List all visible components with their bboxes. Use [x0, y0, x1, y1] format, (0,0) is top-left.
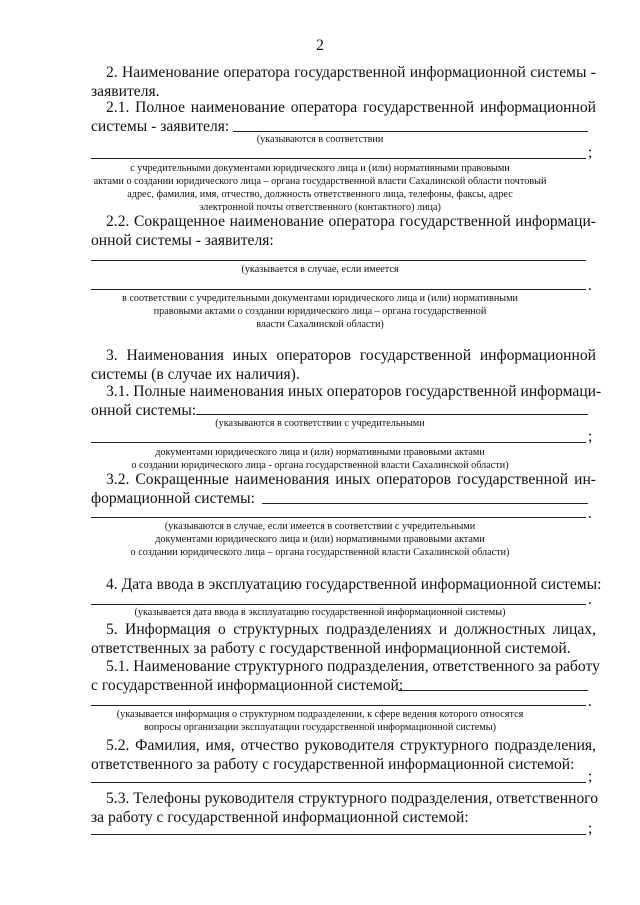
field-line-2-2b[interactable]: [91, 289, 586, 290]
note-2-2b-line3: власти Сахалинской области): [256, 319, 384, 330]
note-3-2-line1: (указываются в случае, если имеется в соответствии с учредительными: [164, 521, 476, 532]
period: .: [588, 693, 592, 710]
section-2-title-line2: заявителя.: [91, 83, 160, 100]
field-line-4[interactable]: [91, 604, 586, 605]
note-5-1-line1: (указывается информация о структурном подразделении, к сфере ведения которого относятся: [116, 709, 524, 720]
note-2-2a: (указывается в случае, если имеется: [241, 264, 399, 275]
section-2-title-line1: 2. Наименование оператора государственной информационной системы -: [106, 64, 596, 81]
note-3-2-line2: документами юридического лица и (или) нормативными правовыми актами: [155, 534, 485, 545]
section-3-1-line1: 3.1. Полные наименования иных операторов государственной информаци-: [106, 383, 602, 400]
section-2-1-line2: системы - заявителя:: [91, 118, 230, 135]
semicolon: ;: [588, 428, 593, 445]
note-3-1b-line2: о создании юридического лица - органа государственной власти Сахалинской области): [131, 460, 509, 471]
note-2-1a: (указываются в соответствии: [256, 134, 384, 145]
section-5-2-line2: ответственного за работу с государственной информационной системой:: [91, 756, 575, 773]
section-5-3-line1: 5.3. Телефоны руководителя структурного подразделения, ответственного: [106, 790, 599, 807]
note-2-1b-line1: с учредительными документами юридического лица и (или) нормативными правовыми: [130, 163, 510, 174]
section-2-2-line1: 2.2. Сокращенное наименование оператора государственной информаци-: [106, 213, 596, 230]
section-3-title-line2: системы (в случае их наличия).: [91, 366, 300, 383]
field-line-3-1b[interactable]: [91, 442, 586, 443]
section-5-title-line2: ответственных за работу с государственной информационной системой.: [91, 640, 571, 657]
note-2-1b-line4: электронной почты ответственного (контактного) лица): [199, 202, 441, 213]
field-line-2-1a[interactable]: [233, 131, 588, 132]
page-number: 2: [316, 37, 324, 54]
field-line-3-1a[interactable]: [196, 414, 588, 415]
field-line-5-1a[interactable]: [398, 690, 588, 691]
note-2-2b-line2: правовыми актами о создании юридического лица – органа государственной: [153, 306, 487, 317]
note-3-2-line3: о создании юридического лица – органа государственной власти Сахалинской области): [130, 547, 510, 558]
section-5-2-line1: 5.2. Фамилия, имя, отчество руководителя структурного подразделения,: [106, 737, 596, 754]
semicolon: ;: [588, 768, 593, 785]
semicolon: ;: [588, 820, 593, 837]
section-3-2-line2: формационной системы:: [91, 490, 255, 507]
section-4-title: 4. Дата ввода в эксплуатацию государственной информационной системы:: [106, 576, 602, 593]
note-2-2b-line1: в соответствии с учредительными документами юридического лица и (или) нормативными: [121, 293, 519, 304]
semicolon: ;: [588, 144, 593, 161]
section-2-2-line2: онной системы - заявителя:: [91, 232, 274, 249]
section-3-title-line1: 3. Наименования иных операторов государственной информационной: [106, 347, 596, 364]
field-line-5-3[interactable]: [91, 834, 586, 835]
note-3-1a: (указываются в соответствии с учредительными: [215, 418, 425, 429]
period: .: [588, 505, 592, 522]
period: .: [588, 277, 592, 294]
field-line-3-2a[interactable]: [262, 503, 588, 504]
field-line-5-2[interactable]: [91, 782, 586, 783]
field-line-3-2b[interactable]: [91, 517, 586, 518]
section-5-3-line2: за работу с государственной информационной системой:: [91, 809, 469, 826]
note-2-1b-line2: актами о создании юридического лица – органа государственной власти Сахалинской области почтовый: [93, 176, 547, 187]
section-5-1-line2: с государственной информационной системой:: [91, 677, 404, 694]
section-5-1-line1: 5.1. Наименование структурного подразделения, ответственного за работу: [106, 658, 600, 675]
period: .: [588, 591, 592, 608]
field-line-5-1b[interactable]: [91, 705, 586, 706]
note-2-1b-line3: адрес, фамилия, имя, отчество, должность ответственного лица, телефоны, факсы, адрес: [127, 189, 513, 200]
section-5-title-line1: 5. Информация о структурных подразделениях и должностных лицах,: [106, 621, 596, 638]
section-3-2-line1: 3.2. Сокращенные наименования иных операторов государственной ин-: [106, 471, 596, 488]
note-4: (указывается дата ввода в эксплуатацию государственной информационной системы): [134, 607, 506, 618]
note-3-1b-line1: документами юридического лица и (или) нормативными правовыми актами: [155, 447, 485, 458]
note-5-1-line2: вопросы организации эксплуатации государственной информационной системы): [144, 722, 496, 733]
field-line-2-1b[interactable]: [91, 158, 586, 159]
field-line-2-2a[interactable]: [91, 260, 586, 261]
section-3-1-line2: онной системы:: [91, 402, 197, 419]
section-2-1-line1: 2.1. Полное наименование оператора государственной информационной: [106, 99, 596, 116]
